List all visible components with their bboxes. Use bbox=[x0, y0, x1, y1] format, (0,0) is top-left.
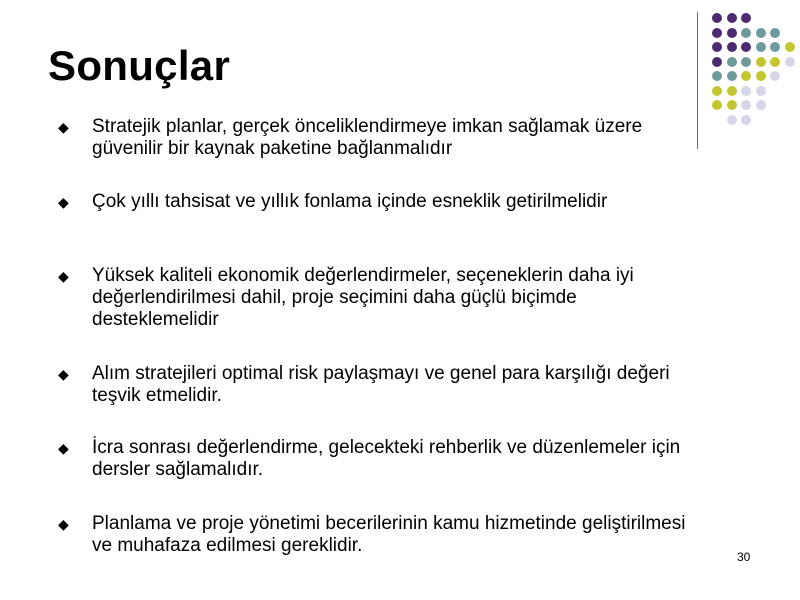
decorative-dot bbox=[712, 86, 722, 96]
decorative-dot bbox=[727, 115, 737, 125]
decorative-dot bbox=[727, 42, 737, 52]
bullet-text: Stratejik planlar, gerçek önceliklendirmeye imkan sağlamak üzere güvenilir bir kaynak paketine bağlanmalıdır bbox=[92, 116, 643, 159]
page-number: 30 bbox=[737, 550, 751, 564]
decorative-dot bbox=[712, 71, 722, 81]
decorative-dot bbox=[727, 28, 737, 38]
decorative-dot bbox=[770, 28, 780, 38]
bullet-diamond-icon: ◆ bbox=[58, 440, 69, 456]
decorative-dot bbox=[712, 13, 722, 23]
decorative-dot bbox=[756, 86, 766, 96]
title-divider-line bbox=[697, 12, 698, 149]
decorative-dot bbox=[727, 57, 737, 67]
decorative-dot bbox=[727, 13, 737, 23]
decorative-dot bbox=[712, 42, 722, 52]
decorative-dot bbox=[741, 71, 751, 81]
decorative-dot bbox=[756, 57, 766, 67]
bullet-diamond-icon: ◆ bbox=[58, 366, 69, 382]
decorative-dot bbox=[741, 28, 751, 38]
decorative-dot bbox=[770, 57, 780, 67]
decorative-dot bbox=[741, 100, 751, 110]
decorative-dot bbox=[741, 57, 751, 67]
decorative-dot bbox=[741, 13, 751, 23]
decorative-dot bbox=[741, 115, 751, 125]
decorative-dot bbox=[756, 42, 766, 52]
decorative-dot bbox=[756, 28, 766, 38]
decorative-dot-grid bbox=[712, 13, 800, 133]
bullet-diamond-icon: ◆ bbox=[58, 516, 69, 532]
decorative-dot bbox=[770, 42, 780, 52]
decorative-dot bbox=[712, 57, 722, 67]
decorative-dot bbox=[785, 42, 795, 52]
bullet-diamond-icon: ◆ bbox=[58, 268, 69, 284]
bullet-diamond-icon: ◆ bbox=[58, 194, 69, 210]
decorative-dot bbox=[741, 86, 751, 96]
decorative-dot bbox=[785, 57, 795, 67]
decorative-dot bbox=[756, 100, 766, 110]
decorative-dot bbox=[741, 42, 751, 52]
slide-title: Sonuçlar bbox=[48, 42, 231, 89]
decorative-dot bbox=[727, 100, 737, 110]
decorative-dot bbox=[727, 86, 737, 96]
decorative-dot bbox=[770, 71, 780, 81]
bullet-text: İcra sonrası değerlendirme, gelecekteki rehberlik ve düzenlemeler için dersler sağlamalıdır. bbox=[92, 437, 681, 480]
bullet-text: Planlama ve proje yönetimi becerilerinin kamu hizmetinde geliştirilmesi ve muhafaza edilmesi gereklidir. bbox=[92, 513, 686, 556]
decorative-dot bbox=[712, 100, 722, 110]
bullet-text: Alım stratejileri optimal risk paylaşmayı ve genel para karşılığı değeri teşvik etmelidir. bbox=[92, 363, 670, 406]
bullet-diamond-icon: ◆ bbox=[58, 119, 69, 135]
decorative-dot bbox=[727, 71, 737, 81]
bullet-text: Çok yıllı tahsisat ve yıllık fonlama içinde esneklik getirilmelidir bbox=[92, 191, 608, 212]
bullet-text: Yüksek kaliteli ekonomik değerlendirmeler, seçeneklerin daha iyi değerlendirilmesi dahil, proje seçimini daha güçlü biçimde desteklemelidir bbox=[92, 265, 634, 330]
decorative-dot bbox=[712, 28, 722, 38]
decorative-dot bbox=[756, 71, 766, 81]
